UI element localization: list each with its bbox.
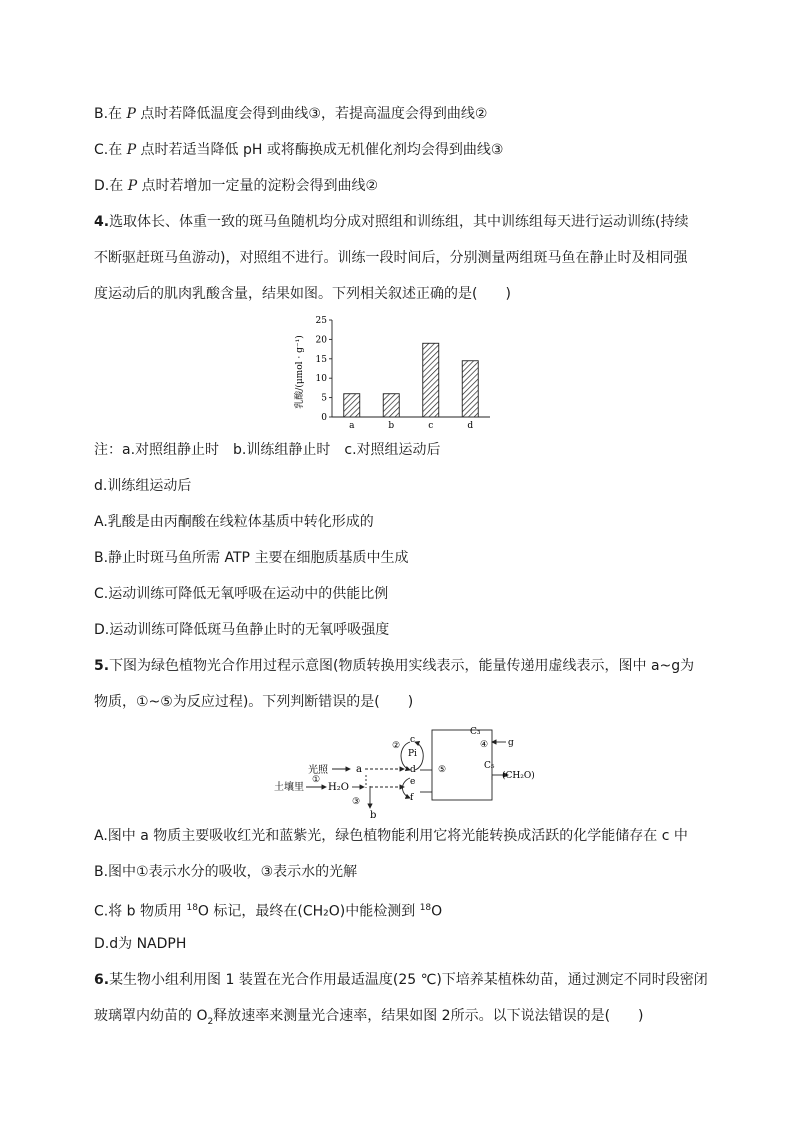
q4-option-d: D.运动训练可降低斑马鱼静止时的无氧呼吸强度: [94, 622, 390, 638]
diagram-process-2: ②: [392, 741, 401, 751]
q6-stem-line1: 6.某生物小组利用图 1 装置在光合作用最适温度(25 ℃)下培养某植株幼苗，通过测定不同时段密闭: [94, 972, 708, 988]
q4-stem-line1: 4.选取体长、体重一致的斑马鱼随机均分成对照组和训练组，其中训练组每天进行运动训练(持续: [94, 214, 689, 230]
chart-y-tick-label: 20: [315, 335, 327, 346]
chart-bar-d: [462, 361, 478, 417]
q5-option-c: C.将 b 物质用 $^{18}$O 标记，最终在(CH₂O)中能检测到 $^{18}$O: [94, 903, 443, 920]
q5-option-b: B.图中①表示水分的吸收，③表示水的光解: [94, 864, 358, 880]
diagram-c3: C₃: [470, 727, 481, 737]
diagram-process-4: ④: [480, 740, 489, 750]
chart-ylabel: 乳酸/(μmol · g⁻¹): [295, 335, 305, 409]
diagram-f: f: [410, 793, 414, 803]
chart-y-tick-label: 25: [315, 316, 327, 326]
chart-y-tick-label: 5: [321, 393, 327, 404]
q3-option-c: C.在 P 点时若适当降低 pH 或将酶换成无机催化剂均会得到曲线③: [94, 142, 504, 158]
q3-option-d: D.在 P 点时若增加一定量的淀粉会得到曲线②: [94, 178, 379, 194]
diagram-light: 光照: [308, 765, 328, 776]
diagram-b: b: [370, 810, 377, 820]
diagram-process-1: ①: [312, 775, 321, 785]
q4-stem-line2: 不断驱赶斑马鱼游动)，对照组不进行。训练一段时间后，分别测量两组斑马鱼在静止时及相同强: [94, 250, 688, 266]
q5-option-d: D.d为 NADPH: [94, 936, 187, 952]
diagram-soil: 土壤里: [274, 782, 304, 793]
q4-option-b: B.静止时斑马鱼所需 ATP 主要在细胞质基质中生成: [94, 550, 409, 566]
chart-x-tick-label: a: [349, 421, 355, 431]
chart-x-tick-label: d: [467, 421, 474, 431]
diagram-process-5: ⑤: [438, 765, 447, 775]
q5-stem-line2: 物质，①~⑤为反应过程)。下列判断错误的是( ): [94, 694, 414, 710]
diagram-process-3: ③: [352, 797, 361, 807]
chart-y-tick-label: 0: [321, 413, 327, 423]
chart-x-tick-label: b: [388, 421, 395, 431]
chart-y-tick-label: 10: [315, 374, 327, 385]
chart-y-tick-label: 15: [315, 354, 327, 365]
q5-stem-line1: 5.下图为绿色植物光合作用过程示意图(物质转换用实线表示，能量传递用虚线表示，图中 a~g为: [94, 658, 695, 674]
q4-stem-line3: 度运动后的肌肉乳酸含量，结果如图。下列相关叙述正确的是( ): [94, 286, 511, 302]
chart-bar-a: [344, 394, 360, 417]
chart-x-tick-label: c: [428, 421, 434, 431]
q4-note-line1: 注：a.对照组静止时 b.训练组静止时 c.对照组运动后: [94, 442, 441, 458]
q4-option-c: C.运动训练可降低无氧呼吸在运动中的供能比例: [94, 586, 389, 602]
q4-note-line2: d.训练组运动后: [94, 478, 192, 494]
q3-option-b: B.在 P 点时若降低温度会得到曲线③，若提高温度会得到曲线②: [94, 106, 488, 122]
diagram-water: H₂O: [328, 782, 349, 793]
diagram-pi: Pi: [408, 749, 417, 759]
q4-lactic-acid-bar-chart: [290, 312, 500, 432]
q6-stem-line2: 玻璃罩内幼苗的 $O_2$释放速率来测量光合速率，结果如图 2所示。以下说法错误的是( ): [94, 1008, 644, 1027]
chart-bar-b: [383, 394, 399, 417]
diagram-c5: C₅: [484, 761, 495, 771]
q5-option-a: A.图中 a 物质主要吸收红光和蓝紫光，绿色植物能利用它将光能转换成活跃的化学能储存在 c 中: [94, 828, 688, 844]
diagram-ch2o: (CH₂O): [502, 771, 535, 781]
q5-photosynthesis-diagram: [270, 720, 540, 820]
chart-bar-c: [423, 343, 439, 417]
diagram-g: g: [508, 738, 514, 748]
q4-option-a: A.乳酸是由丙酮酸在线粒体基质中转化形成的: [94, 514, 374, 530]
diagram-e: e: [410, 777, 416, 787]
diagram-c: c: [410, 735, 416, 745]
diagram-d: d: [410, 765, 416, 775]
diagram-a: a: [356, 764, 362, 775]
